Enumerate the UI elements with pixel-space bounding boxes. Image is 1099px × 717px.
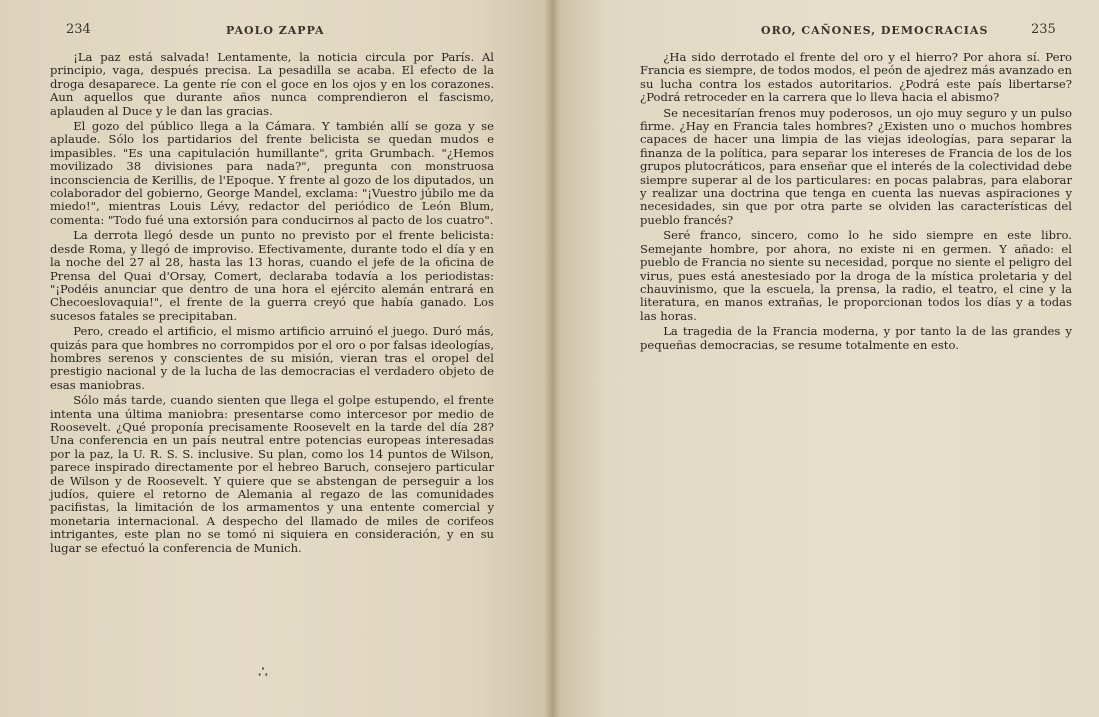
- right-paragraph-4: La tragedia de la Francia moderna, y por tanto la de las grandes y pequeñas democracias, se resume totalmente en esto.: [640, 324, 1072, 352]
- left-text-block: [50, 51, 494, 557]
- right-paragraph-2: Se necesitarían frenos muy poderosos, un ojo muy seguro y un pulso firme. ¿Hay en Francia tales hombres? ¿Existen uno o muchos hombres capaces de hacer una limpia de las viejas ideologías, para separar la finanza de la política, para separar los intereses de Francia de los de los grupos plutocráticos, para enseñar que el interés de la colectividad debe siempre superar al de los particulares: en pocas palabras, para elaborar y realizar una doctrina que tenga en cuenta las nuevas aspiraciones y necesidades, sin que por otra parte se olviden las características del pueblo francés?: [640, 105, 1072, 227]
- book-gutter: [544, 0, 560, 717]
- left-running-head: PAOLO ZAPPA: [226, 24, 325, 37]
- right-paragraph-1: ¿Ha sido derrotado el frente del oro y el hierro? Por ahora sí. Pero Francia es siempre, de todos modos, el peón de ajedrez más avanzado en su lucha contra los estados autoritarios. ¿Podrá este país libertarse? ¿Podrá retroceder en la carrera que lo lleva hacia el abismo?: [640, 50, 1072, 105]
- section-ornament: ∴: [257, 662, 269, 681]
- left-paragraph-1: ¡La paz está salvada! Lentamente, la noticia circula por París. Al principio, vaga, después precisa. La pesadilla se acaba. El efecto de la droga desaparece. La gente ríe con el goce en los ojos y en los corazones. Aun aquellos que durante años nunca comprendieron el fascismo, aplauden al Duce y le dan las gracias.: [50, 50, 494, 118]
- left-paragraph-4: Pero, creado el artificio, el mismo artificio arruinó el juego. Duró más, quizás para que hombres no corrompidos por el oro o por falsas ideologías, hombres serenos y conscientes de su misión, vieran tras el oropel del prestigio nacional y de la lucha de las democracias el verdadero objeto de esas maniobras.: [50, 324, 494, 392]
- right-running-head: ORO, CAÑONES, DEMOCRACIAS: [761, 24, 989, 37]
- left-page-number: 234: [66, 22, 91, 37]
- right-text-block: [640, 51, 1072, 354]
- right-paragraph-3: Seré franco, sincero, como lo he sido siempre en este libro. Semejante hombre, por ahora, no existe ni en germen. Y añado: el pueblo de Francia no siente su necesidad, porque no siente el peligro del virus, pues está anestesiado por la droga de la mística proletaria y del chauvinismo, que la escuela, la prensa, la radio, el teatro, el cine y la literatura, en manos extrañas, le proporcionan todos los días y a todas las horas.: [640, 228, 1072, 323]
- right-page: [552, 0, 1099, 717]
- left-paragraph-2: El gozo del público llega a la Cámara. Y también allí se goza y se aplaude. Sólo los partidarios del frente belicista se quedan mudos e impasibles. "Es una capitulación humillante", grita Grumbach. "¿Hemos movilizado 38 divisiones para nada?", pregunta con monstruosa inconsciencia de Kerillis, de l'Epoque. Y frente al gozo de los diputados, un colaborador del gobierno, George Mandel, exclama: "¡Vuestro júbilo me da miedo!", mientras Louis Lévy, redactor del periódico de León Blum, comenta: "Todo fué una extorsión para conducirnos al pacto de los cuatro".: [50, 119, 494, 227]
- left-paragraph-3: La derrota llegó desde un punto no previsto por el frente belicista: desde Roma, y llegó de improviso. Efectivamente, durante todo el día y en la noche del 27 al 28, hasta las 13 horas, cuando el jefe de la oficina de Prensa del Quai d'Orsay, Comert, declaraba todavía a los periodistas: "¡Podéis anunciar que dentro de una hora el ejército alemán entrará en Checoeslovaquia!", el frente de la guerra creyó que había ganado. Los sucesos fatales se precipitaban.: [50, 228, 494, 323]
- right-page-number: 235: [1031, 22, 1056, 37]
- left-paragraph-5: Sólo más tarde, cuando sienten que llega el golpe estupendo, el frente intenta una última maniobra: presentarse como intercesor por medio de Roosevelt. ¿Qué proponía precisamente Roosevelt en la tarde del día 28? Una conferencia en un país neutral entre potencias europeas interesadas por la paz, la U. R. S. S. inclusive. Su plan, como los 14 puntos de Wilson, parece inspirado directamente por el hebreo Baruch, consejero particular de Wilson y de Roosevelt. Y quiere que se abstengan de perseguir a los judíos, quiere el retorno de Alemania al regazo de las comunidades pacifistas, la limitación de los armamentos y una entente comercial y monetaria internacional. A despecho del llamado de miles de corifeos intrigantes, este plan no se tomó ni siquiera en consideración, y en su lugar se efectuó la conferencia de Munich.: [50, 393, 494, 555]
